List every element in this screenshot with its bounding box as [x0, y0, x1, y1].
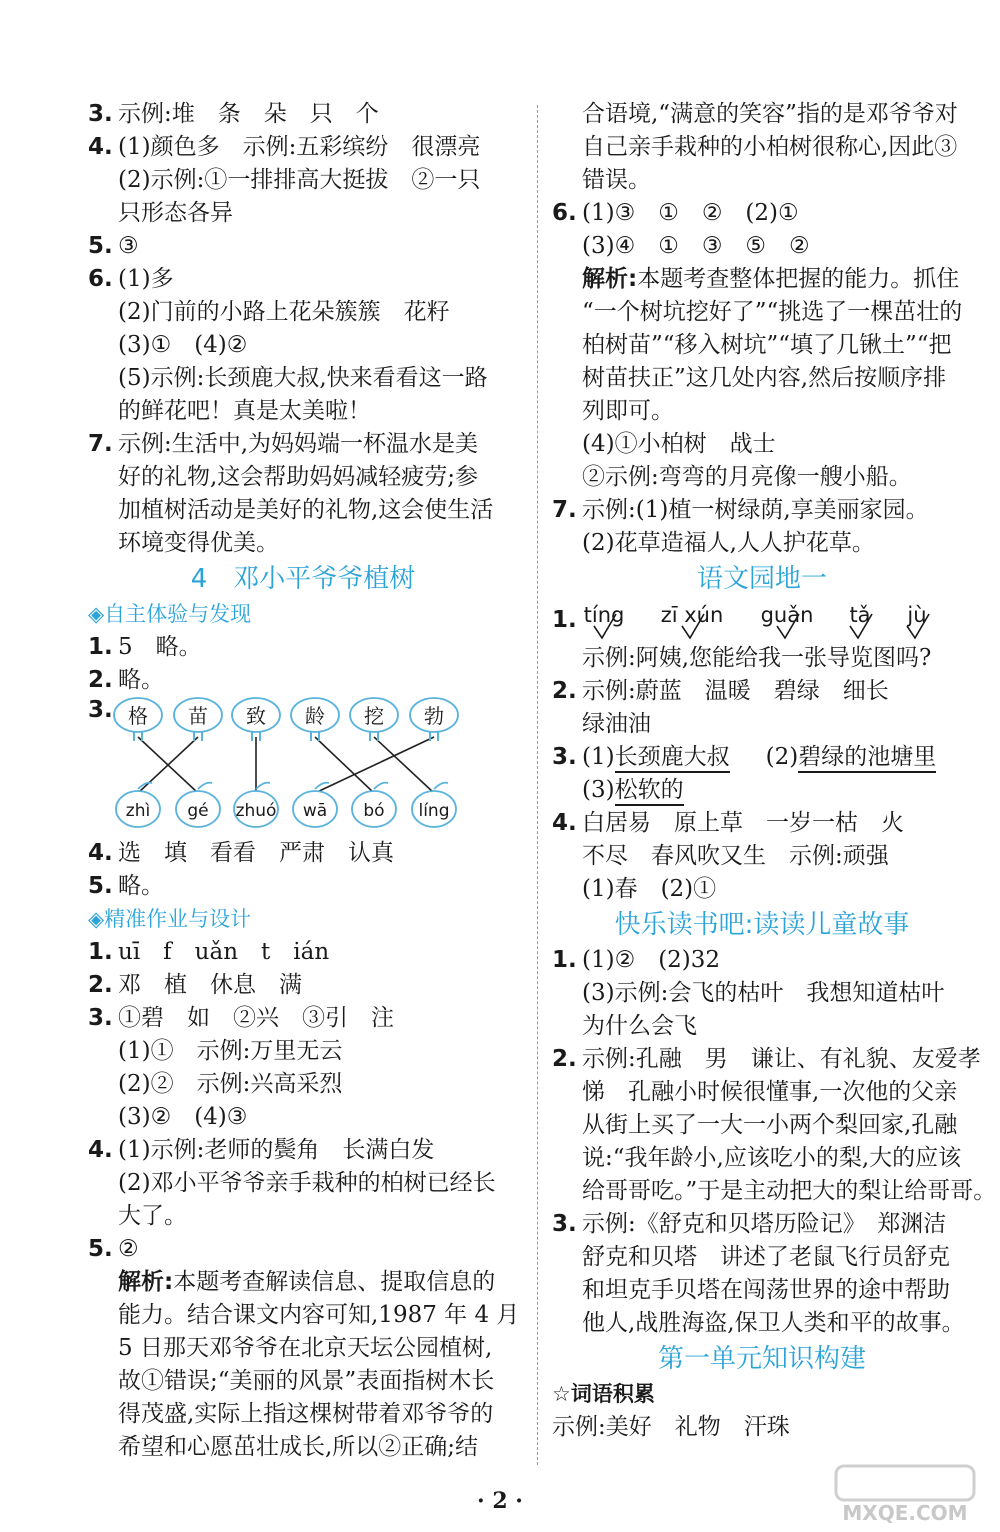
tree-char: 苗 — [188, 704, 208, 728]
answer-text: 为什么会飞 — [582, 1013, 697, 1039]
text-line: 错误。 — [582, 167, 651, 193]
answer-line — [88, 164, 518, 197]
answer-line — [552, 944, 972, 977]
vocab-heading: ☆词语积累 — [552, 1382, 655, 1406]
answer-line — [88, 98, 518, 131]
match-line — [315, 737, 374, 793]
answer-text: 的鲜花吧！真是太美啦！ — [118, 398, 371, 424]
question-number: 1. — [552, 607, 577, 633]
answer-line — [552, 1241, 972, 1274]
tree-icon — [350, 698, 398, 741]
pinyin-option: jù — [907, 603, 927, 627]
answer-text: (5)示例:长颈鹿大叔,快来看看这一路 — [118, 365, 488, 391]
answer-line — [88, 1101, 518, 1134]
text-line: 自己亲手栽种的小柏树很称心,因此③ — [582, 134, 958, 160]
question-6-answers — [552, 197, 972, 263]
answer-text: ② — [118, 1236, 139, 1262]
watermark-logo — [830, 1462, 980, 1524]
answer-line — [88, 296, 518, 329]
answer-line — [88, 1134, 518, 1167]
answer-line — [552, 428, 972, 461]
answer-line — [552, 1043, 981, 1076]
answer-line — [552, 840, 972, 873]
apple-pinyin: zhì — [125, 801, 151, 821]
answer-text: 白居易 原上草 一岁一枯 火 — [582, 810, 904, 836]
section-title-unit-one: 第一单元知识构建 — [657, 1344, 866, 1374]
tree-icon — [291, 698, 339, 741]
question-number: 3. — [88, 697, 113, 723]
answer-text: 示例:蔚蓝 温暖 碧绿 细长 — [582, 678, 889, 704]
question-number: 2. — [88, 972, 113, 998]
answer-text: ②示例:弯弯的月亮像一艘小船。 — [582, 464, 912, 490]
question-number: 2. — [552, 1046, 577, 1072]
answer-text: (3)② (4)③ — [118, 1104, 248, 1130]
text-line: 列即可。 — [582, 398, 674, 424]
left-answers-top — [88, 98, 518, 560]
question-number: 3. — [552, 744, 577, 770]
answer-text: 邓 植 休息 满 — [118, 972, 302, 998]
underlined-answer: 松软的 — [615, 777, 684, 806]
apple-icon — [116, 783, 160, 827]
analysis-label: 解析: — [582, 266, 638, 292]
answer-text: 环境变得优美。 — [118, 530, 279, 556]
answer-text: 示例:堆 条 朵 只 个 — [118, 101, 379, 127]
answer-text: (3)示例:会飞的枯叶 我想知道枯叶 — [582, 980, 945, 1006]
answer-text: 他人,战胜海盗,保卫人类和平的故事。 — [582, 1310, 965, 1336]
answer-text: 略。 — [118, 873, 164, 899]
analysis-text: 本题考查解读信息、提取信息的 — [173, 1269, 496, 1295]
question-number: 5. — [88, 873, 113, 899]
answer-text: (1)春 (2)① — [582, 876, 717, 902]
pinyin-question — [552, 598, 972, 642]
answer-text: 和坦克手贝塔在闯荡世界的途中帮助 — [582, 1277, 950, 1303]
self-experience-answers — [88, 631, 518, 697]
answer-text: 5 略。 — [118, 634, 202, 660]
text-line: 故①错误;“美丽的风景”表面指树木长 — [118, 1368, 495, 1394]
text-line: “一个树坑挖好了”“挑选了一棵茁壮的 — [582, 299, 963, 325]
question-number: 7. — [552, 497, 577, 523]
underline-question — [552, 741, 972, 774]
sub-label: (1) — [582, 744, 615, 770]
analysis-line — [88, 1266, 518, 1299]
tree-char: 致 — [246, 704, 266, 728]
answer-text: (2)花草造福人,人人护花草。 — [582, 530, 875, 556]
question-number: 4. — [88, 134, 113, 160]
section-title-happy-reading: 快乐读书吧:读读儿童故事 — [614, 910, 910, 940]
answer-line — [88, 870, 518, 903]
subsection-self-experience: ◈自主体验与发现 — [88, 602, 252, 626]
question-number: 4. — [552, 810, 577, 836]
vocab-line: 示例:美好 礼物 汗珠 — [552, 1414, 790, 1440]
text-line: 合语境,“满意的笑容”指的是邓爷爷对 — [582, 101, 958, 127]
question-number: 7. — [88, 431, 113, 457]
self-experience-answers-cont — [88, 837, 518, 903]
pinyin-tone-marks — [582, 598, 972, 642]
answer-text: 选 填 看看 严肃 认真 — [118, 840, 394, 866]
answer-text: 说:“我年龄小,应该吃小的梨,大的应该 — [582, 1145, 962, 1171]
answer-text: (1)颜色多 示例:五彩缤纷 很漂亮 — [118, 134, 481, 160]
answer-line — [552, 708, 972, 741]
answer-line — [552, 461, 972, 494]
analysis-text: 本题考查整体把握的能力。抓住 — [637, 266, 960, 292]
answer-text: 示例:阿姨,您能给我一张导览图吗? — [582, 645, 932, 671]
answer-line — [88, 1002, 518, 1035]
answer-text: 示例:(1)植一树绿荫,享美丽家园。 — [582, 497, 929, 523]
answer-line — [552, 1142, 972, 1175]
question-number: 4. — [88, 840, 113, 866]
answer-text: 示例:生活中,为妈妈端一杯温水是美 — [118, 431, 479, 457]
underlined-answer: 长颈鹿大叔 — [615, 744, 730, 773]
answer-line — [88, 631, 518, 664]
text-line: 5 日那天邓爷爷在北京天坛公园植树, — [118, 1335, 493, 1361]
apple-icon — [412, 783, 456, 827]
answer-text: 从街上买了一大一小两个梨回家,孔融 — [582, 1112, 958, 1138]
answer-line — [88, 494, 518, 527]
answer-text: (3)① (4)② — [118, 332, 248, 358]
answer-line — [88, 230, 518, 263]
reading-answers — [552, 944, 997, 1340]
tree-char: 格 — [128, 704, 148, 728]
question-number: 6. — [88, 266, 113, 292]
answer-text: 大了。 — [118, 1203, 187, 1229]
analysis-body — [552, 296, 972, 428]
answer-line — [88, 1233, 518, 1266]
answer-line — [552, 1175, 997, 1208]
underlined-answer: 碧绿的池塘里 — [798, 744, 936, 773]
answer-line — [88, 527, 518, 560]
answer-line — [88, 395, 518, 428]
yuwen-answers — [552, 642, 972, 741]
pinyin-option: zī xún — [660, 603, 724, 627]
answer-text: 给哥哥吃。”于是主动把大的梨让给哥哥。 — [582, 1178, 997, 1204]
right-column — [552, 98, 997, 1444]
answer-line — [552, 675, 972, 708]
apple-pinyin: wā — [302, 801, 328, 821]
question-number: 3. — [552, 1211, 577, 1237]
answer-line — [88, 664, 518, 697]
svg-text:MXQE.COM: MXQE.COM — [842, 1501, 968, 1524]
answer-text: 示例:孔融 男 谦让、有礼貌、友爱孝 — [582, 1046, 981, 1072]
analysis-line — [552, 263, 972, 296]
answer-text: (1)② (2)32 — [582, 947, 721, 973]
answer-text: 略。 — [118, 667, 164, 693]
apple-icon — [176, 783, 220, 827]
matching-diagram — [88, 697, 508, 837]
section-title-lesson4: 4 邓小平爷爷植树 — [190, 564, 416, 594]
answer-line — [88, 969, 518, 1002]
tree-icon — [232, 698, 280, 741]
matching-question — [88, 697, 518, 837]
answer-text: 只形态各异 — [118, 200, 233, 226]
sub-label: (3) — [582, 777, 615, 803]
answer-line — [552, 230, 972, 263]
answer-text: (2)邓小平爷爷亲手栽种的柏树已经长 — [118, 1170, 496, 1196]
answer-line — [552, 1274, 972, 1307]
answer-text: (3)④ ① ③ ⑤ ② — [582, 233, 810, 259]
text-line: 能力。结合课文内容可知,1987 年 4 月 — [118, 1302, 520, 1328]
answer-text: ③ — [118, 233, 139, 259]
answer-line — [552, 1307, 972, 1340]
apple-pinyin: gé — [187, 801, 209, 821]
answer-line — [88, 428, 518, 461]
answer-line — [552, 494, 972, 527]
apple-icon — [293, 783, 337, 827]
answer-line — [552, 1076, 972, 1109]
pinyin-option: tǎ — [849, 603, 871, 627]
apple-pinyin: zhuó — [235, 801, 277, 821]
answer-text: uī f uǎn t ián — [118, 939, 330, 965]
text-line: 希望和心愿茁壮成长,所以②正确;结 — [118, 1434, 479, 1460]
answer-line — [88, 197, 518, 230]
answer-line — [88, 1035, 518, 1068]
question-number: 3. — [88, 1005, 113, 1031]
answer-text: (2)② 示例:兴高采烈 — [118, 1071, 343, 1097]
answer-line — [552, 197, 972, 230]
sub-label: (2) — [765, 744, 799, 770]
question-number: 5. — [88, 1236, 113, 1262]
answer-line — [552, 977, 972, 1010]
underline-question-cont — [552, 774, 972, 807]
subsection-homework-design: ◈精准作业与设计 — [88, 907, 252, 931]
column-divider — [537, 105, 538, 1465]
question-number: 4. — [88, 1137, 113, 1163]
answer-line — [552, 1010, 972, 1043]
answer-text: 不尽 春风吹又生 示例:顽强 — [582, 843, 889, 869]
tree-icon — [174, 698, 222, 741]
analysis-body — [88, 1299, 518, 1464]
apple-pinyin: líng — [418, 801, 450, 821]
text-line: 树苗扶正”这几处内容,然后按顺序排 — [582, 365, 947, 391]
page-number: · 2 · — [477, 1488, 523, 1514]
answer-line — [552, 1109, 972, 1142]
answer-line — [88, 1200, 518, 1233]
answer-line — [88, 1068, 518, 1101]
question-6-7-answers — [552, 428, 972, 560]
question-number: 6. — [552, 200, 577, 226]
answer-line — [88, 837, 518, 870]
pinyin-option: tíng — [583, 603, 625, 627]
question-number: 5. — [88, 233, 113, 259]
answer-line — [88, 1167, 518, 1200]
question-number: 1. — [552, 947, 577, 973]
answer-text: (1)① 示例:万里无云 — [118, 1038, 343, 1064]
tree-char: 龄 — [305, 704, 325, 728]
apple-icon — [352, 783, 396, 827]
answer-line — [88, 131, 518, 164]
homework-answers — [88, 936, 518, 1266]
left-column — [88, 98, 518, 1464]
answer-line — [88, 936, 518, 969]
question-number: 2. — [88, 667, 113, 693]
text-line: 柏树苗”“移入树坑”“填了几锹土”“把 — [582, 332, 952, 358]
answer-text: (1)③ ① ② (2)① — [582, 200, 799, 226]
apple-pinyin: bó — [363, 801, 385, 821]
answer-line — [88, 329, 518, 362]
match-line — [374, 737, 434, 793]
answer-line — [552, 642, 972, 675]
tree-char: 挖 — [364, 704, 384, 728]
section-title-yuwen-garden: 语文园地一 — [696, 564, 827, 594]
tree-icon — [410, 698, 458, 741]
match-line — [315, 737, 434, 793]
answer-text: (4)①小柏树 战士 — [582, 431, 776, 457]
answer-text: 加植树活动是美好的礼物,这会使生活 — [118, 497, 494, 523]
right-continuation — [552, 98, 972, 197]
answer-line — [552, 807, 972, 840]
yuwen-answers-cont — [552, 807, 972, 906]
analysis-label: 解析: — [118, 1269, 174, 1295]
answer-text: 绿油油 — [582, 711, 651, 737]
answer-line — [88, 362, 518, 395]
answer-text: (1)多 — [118, 266, 174, 292]
tree-icon — [114, 698, 162, 741]
answer-text: (2)门前的小路上花朵簇簇 花籽 — [118, 299, 450, 325]
tree-char: 勃 — [424, 704, 444, 728]
answer-line — [88, 461, 518, 494]
answer-text: 示例:《舒克和贝塔历险记》 郑渊洁 — [582, 1211, 947, 1237]
text-line: 得茂盛,实际上指这棵树带着邓爷爷的 — [118, 1401, 494, 1427]
pinyin-option: guǎn — [760, 603, 814, 627]
answer-text: 舒克和贝塔 讲述了老鼠飞行员舒克 — [582, 1244, 950, 1270]
answer-line — [552, 527, 972, 560]
answer-line — [552, 873, 972, 906]
answer-text: (1)示例:老师的鬓角 长满白发 — [118, 1137, 435, 1163]
answer-text: 好的礼物,这会帮助妈妈减轻疲劳;参 — [118, 464, 479, 490]
question-number: 1. — [88, 939, 113, 965]
answer-line — [88, 263, 518, 296]
answer-text: (2)示例:①一排排高大挺拔 ②一只 — [118, 167, 481, 193]
answer-text: ①碧 如 ②兴 ③引 注 — [118, 1005, 394, 1031]
answer-line — [552, 1208, 972, 1241]
question-number: 1. — [88, 634, 113, 660]
question-number: 2. — [552, 678, 577, 704]
question-number: 3. — [88, 101, 113, 127]
answer-text: 悌 孔融小时候很懂事,一次他的父亲 — [582, 1079, 958, 1105]
